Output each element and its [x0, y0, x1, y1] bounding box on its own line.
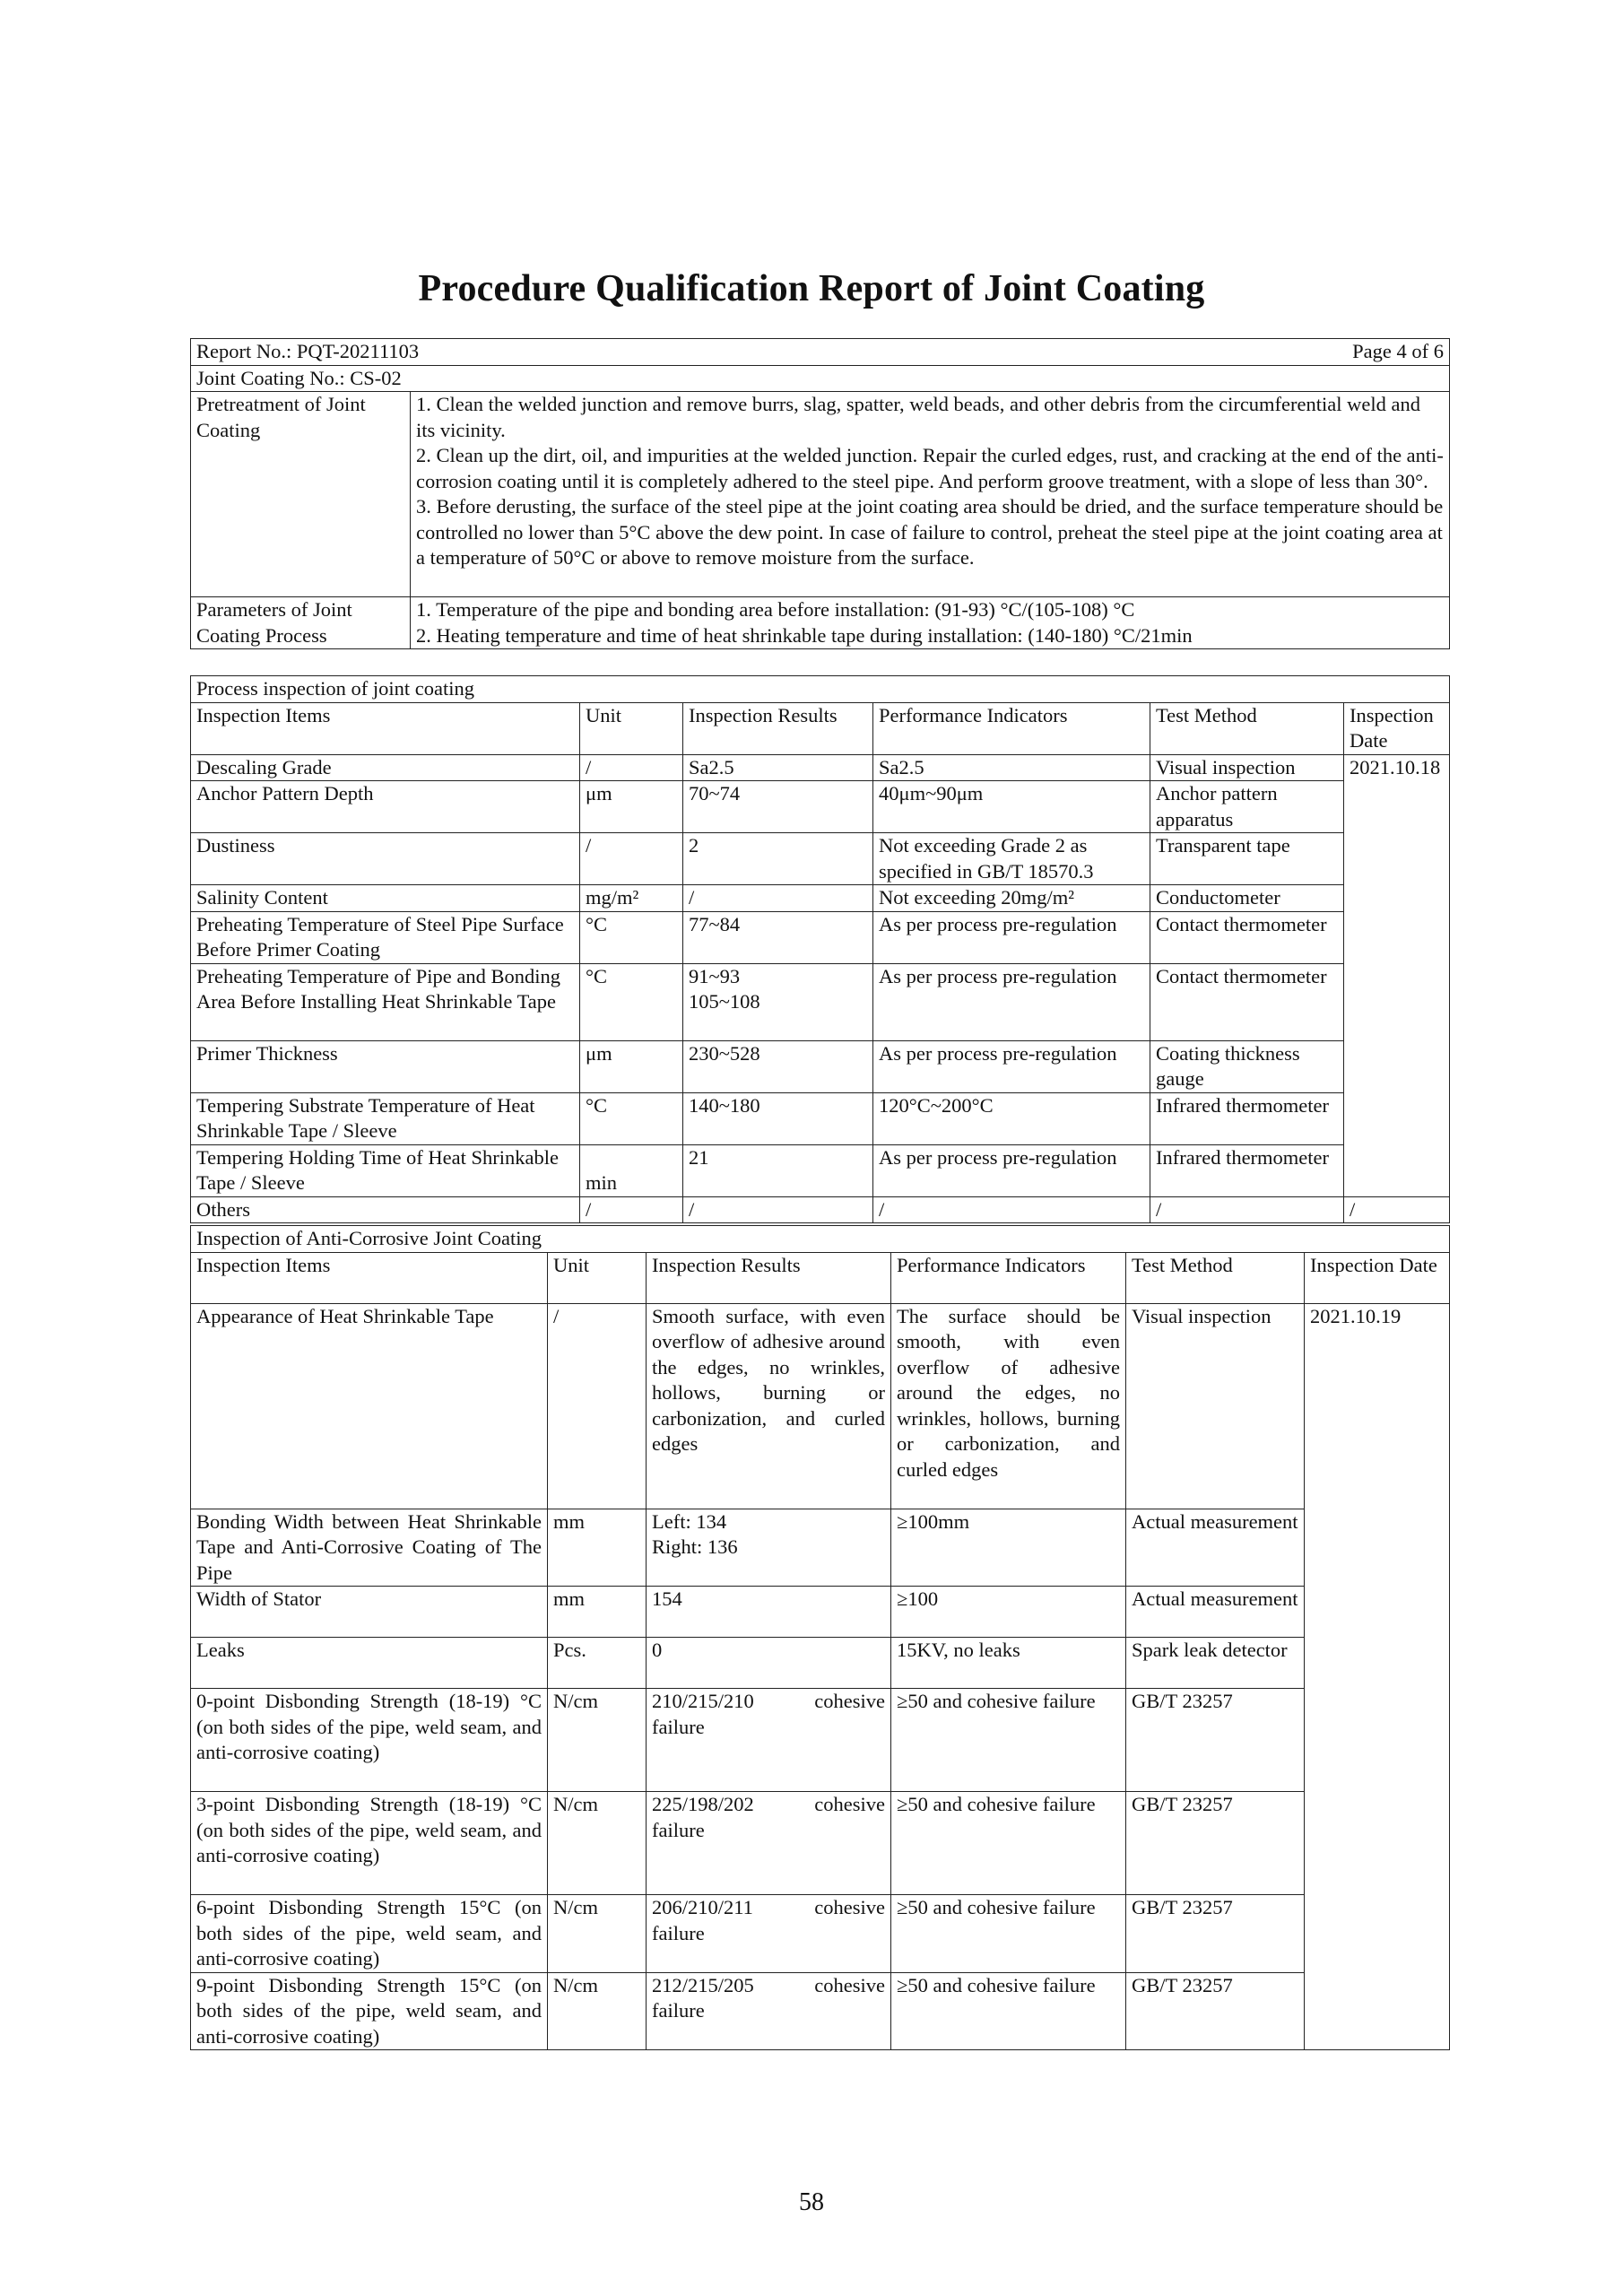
- cell-unit: Pcs.: [548, 1638, 647, 1689]
- cell-method: /: [1150, 1196, 1344, 1223]
- cell-indicator: ≥50 and cohesive failure: [891, 1689, 1126, 1792]
- cell-method: Coating thickness gauge: [1150, 1040, 1344, 1092]
- page-title: Procedure Qualification Report of Joint Coating: [418, 268, 1205, 309]
- cell-indicator: ≥100mm: [891, 1509, 1126, 1587]
- cell-unit: °C: [580, 1092, 683, 1144]
- cell-item: Anchor Pattern Depth: [191, 781, 580, 833]
- cell-method: Transparent tape: [1150, 833, 1344, 885]
- cell-indicator: As per process pre-regulation: [873, 963, 1150, 1040]
- parameters-row: [191, 597, 1450, 649]
- table-row: [191, 1689, 1450, 1792]
- cell-result: 212/215/205 cohesive failure: [647, 1972, 891, 2050]
- cell-method: Conductometer: [1150, 885, 1344, 912]
- page-number: 58: [799, 2188, 824, 2216]
- table-row: [191, 885, 1450, 912]
- table-row: [191, 1509, 1450, 1587]
- cell-result: Sa2.5: [683, 754, 873, 781]
- pretreatment-step: 2. Clean up the dirt, oil, and impurities at the welded junction. Repair the curled edges, rust, and cracking at the end of the anti-corrosion coating until it is completely adhered to the steel pipe. And perform groove treatment, with a slope of less than 30°.: [416, 444, 1444, 492]
- cell-result-line: 91~93: [689, 964, 741, 987]
- cell-indicator: ≥50 and cohesive failure: [891, 1895, 1126, 1973]
- cell-unit: μm: [580, 781, 683, 833]
- cell-item: Preheating Temperature of Steel Pipe Surface Before Primer Coating: [191, 911, 580, 963]
- cell-indicator: 120°C~200°C: [873, 1092, 1150, 1144]
- cell-method: Contact thermometer: [1150, 963, 1344, 1040]
- table-row: [191, 833, 1450, 885]
- cell-indicator: 15KV, no leaks: [891, 1638, 1126, 1689]
- cell-indicator: ≥50 and cohesive failure: [891, 1972, 1126, 2050]
- table-row: [191, 754, 1450, 781]
- cell-indicator: Not exceeding Grade 2 as specified in GB/T 18570.3: [873, 833, 1150, 885]
- header-inspection-items: Inspection Items: [191, 702, 580, 754]
- cell-method: Spark leak detector: [1126, 1638, 1305, 1689]
- header-test-method: Test Method: [1150, 702, 1344, 754]
- cell-indicator: 40μm~90μm: [873, 781, 1150, 833]
- pretreatment-step: 3. Before derusting, the surface of the steel pipe at the joint coating area should be dried, and the surface temperature should be controlled no lower than 5°C above the dew point. In case of failure to control, preheat the steel pipe at the joint coating area at a temperature of 50°C or above to remove moisture from the surface.: [416, 495, 1444, 569]
- cell-result: 154: [647, 1587, 891, 1638]
- cell-item: Preheating Temperature of Pipe and Bonding Area Before Installing Heat Shrinkable Tape: [191, 963, 580, 1040]
- cell-result: 140~180: [683, 1092, 873, 1144]
- cell-result-line: Left: 134: [652, 1509, 727, 1533]
- page-of: Page 4 of 6: [1352, 340, 1444, 362]
- cell-method: GB/T 23257: [1126, 1689, 1305, 1792]
- cell-unit: N/cm: [548, 1689, 647, 1792]
- cell-method: Visual inspection: [1126, 1303, 1305, 1509]
- table-row: [191, 1972, 1450, 2050]
- cell-indicator: As per process pre-regulation: [873, 1144, 1150, 1196]
- report-no-cell: [191, 339, 1450, 366]
- table-row: [191, 1792, 1450, 1895]
- parameters-lines: [411, 597, 1450, 649]
- cell-indicator: ≥100: [891, 1587, 1126, 1638]
- cell-item: Descaling Grade: [191, 754, 580, 781]
- anti-section-row: [191, 1226, 1450, 1253]
- cell-unit: °C: [580, 963, 683, 1040]
- cell-item: 3-point Disbonding Strength (18-19) °C (on both sides of the pipe, weld seam, and anti-corrosive coating): [191, 1792, 548, 1895]
- cell-method: Infrared thermometer: [1150, 1092, 1344, 1144]
- cell-item: Dustiness: [191, 833, 580, 885]
- cell-item: Appearance of Heat Shrinkable Tape: [191, 1303, 548, 1509]
- header-inspection-results: Inspection Results: [683, 702, 873, 754]
- table-row: [191, 781, 1450, 833]
- cell-unit: N/cm: [548, 1792, 647, 1895]
- table-row: [191, 911, 1450, 963]
- cell-result: 77~84: [683, 911, 873, 963]
- others-row: [191, 1196, 1450, 1223]
- cell-method: Visual inspection: [1150, 754, 1344, 781]
- cell-unit: mg/m²: [580, 885, 683, 912]
- cell-indicator: Sa2.5: [873, 754, 1150, 781]
- pretreatment-step: 1. Clean the welded junction and remove burrs, slag, spatter, weld beads, and other debris from the circumferential weld and its vicinity.: [416, 393, 1420, 441]
- cell-item: Tempering Holding Time of Heat Shrinkable Tape / Sleeve: [191, 1144, 580, 1196]
- cell-item: Salinity Content: [191, 885, 580, 912]
- pretreatment-steps: [411, 392, 1450, 597]
- process-section-title: Process inspection of joint coating: [191, 676, 1450, 703]
- cell-item: Width of Stator: [191, 1587, 548, 1638]
- report-no-row: [191, 339, 1450, 366]
- cell-unit: N/cm: [548, 1972, 647, 2050]
- cell-item: 0-point Disbonding Strength (18-19) °C (on both sides of the pipe, weld seam, and anti-corrosive coating): [191, 1689, 548, 1792]
- table-row: [191, 1895, 1450, 1973]
- anti-header-row: [191, 1252, 1450, 1303]
- cell-item: 6-point Disbonding Strength 15°C (on both sides of the pipe, weld seam, and anti-corrosive coating): [191, 1895, 548, 1973]
- report-no: Report No.: PQT-20211103: [196, 340, 420, 362]
- cell-item: Leaks: [191, 1638, 548, 1689]
- header-inspection-date: Inspection Date: [1344, 702, 1450, 754]
- cell-unit: /: [580, 754, 683, 781]
- cell-result: 225/198/202 cohesive failure: [647, 1792, 891, 1895]
- parameter-line: 1. Temperature of the pipe and bonding area before installation: (91-93) °C/(105-108) °C: [416, 598, 1135, 621]
- cell-method: Actual measurement: [1126, 1509, 1305, 1587]
- report-header-table: [190, 338, 1450, 649]
- table-row: [191, 1092, 1450, 1144]
- cell-indicator: As per process pre-regulation: [873, 1040, 1150, 1092]
- cell-unit: °C: [580, 911, 683, 963]
- header-unit: Unit: [548, 1252, 647, 1303]
- cell-unit: /: [580, 833, 683, 885]
- cell-indicator: Not exceeding 20mg/m²: [873, 885, 1150, 912]
- cell-unit: μm: [580, 1040, 683, 1092]
- cell-method: Infrared thermometer: [1150, 1144, 1344, 1196]
- cell-result-line: Right: 136: [652, 1535, 738, 1558]
- anti-section-title: Inspection of Anti-Corrosive Joint Coating: [191, 1226, 1450, 1253]
- pretreatment-row: [191, 392, 1450, 597]
- cell-date: /: [1344, 1196, 1450, 1223]
- header-unit: Unit: [580, 702, 683, 754]
- anti-corrosive-inspection-table: [190, 1225, 1450, 2050]
- cell-result: [647, 1509, 891, 1587]
- table-row: [191, 1144, 1450, 1196]
- cell-unit: N/cm: [548, 1895, 647, 1973]
- table-row: [191, 1303, 1450, 1509]
- parameter-line: 2. Heating temperature and time of heat shrinkable tape during installation: (140-180) °C/21min: [416, 623, 1193, 647]
- table-row: [191, 1587, 1450, 1638]
- cell-item: Tempering Substrate Temperature of Heat Shrinkable Tape / Sleeve: [191, 1092, 580, 1144]
- cell-method: Anchor pattern apparatus: [1150, 781, 1344, 833]
- header-inspection-results: Inspection Results: [647, 1252, 891, 1303]
- table-row: [191, 1638, 1450, 1689]
- cell-result: [683, 963, 873, 1040]
- header-performance-indicators: Performance Indicators: [873, 702, 1150, 754]
- cell-unit: min: [580, 1144, 683, 1196]
- cell-method: GB/T 23257: [1126, 1895, 1305, 1973]
- cell-result: 206/210/211 cohesive failure: [647, 1895, 891, 1973]
- process-section-row: [191, 676, 1450, 703]
- header-performance-indicators: Performance Indicators: [891, 1252, 1126, 1303]
- cell-unit: mm: [548, 1587, 647, 1638]
- cell-indicator: ≥50 and cohesive failure: [891, 1792, 1126, 1895]
- joint-coating-no: Joint Coating No.: CS-02: [191, 365, 1450, 392]
- table-row: [191, 963, 1450, 1040]
- cell-result: 210/215/210 cohesive failure: [647, 1689, 891, 1792]
- cell-result: /: [683, 1196, 873, 1223]
- cell-method: GB/T 23257: [1126, 1972, 1305, 2050]
- process-inspection-date: 2021.10.18: [1344, 754, 1450, 1196]
- process-inspection-table: [190, 675, 1450, 1223]
- cell-item: Primer Thickness: [191, 1040, 580, 1092]
- parameters-label: Parameters of Joint Coating Process: [191, 597, 411, 649]
- cell-result: 0: [647, 1638, 891, 1689]
- cell-item: Others: [191, 1196, 580, 1223]
- cell-result: 230~528: [683, 1040, 873, 1092]
- cell-item: 9-point Disbonding Strength 15°C (on both sides of the pipe, weld seam, and anti-corrosive coating): [191, 1972, 548, 2050]
- cell-method: Actual measurement: [1126, 1587, 1305, 1638]
- cell-item: Bonding Width between Heat Shrinkable Tape and Anti-Corrosive Coating of The Pipe: [191, 1509, 548, 1587]
- pretreatment-label: Pretreatment of Joint Coating: [191, 392, 411, 597]
- header-inspection-date: Inspection Date: [1305, 1252, 1450, 1303]
- joint-coating-no-row: [191, 365, 1450, 392]
- cell-result: 2: [683, 833, 873, 885]
- anti-inspection-date: 2021.10.19: [1305, 1303, 1450, 2050]
- cell-result: 70~74: [683, 781, 873, 833]
- cell-result-line: 105~108: [689, 990, 760, 1013]
- header-inspection-items: Inspection Items: [191, 1252, 548, 1303]
- cell-unit: /: [548, 1303, 647, 1509]
- cell-result: Smooth surface, with even overflow of adhesive around the edges, no wrinkles, hollows, burning or carbonization, and curled edges: [647, 1303, 891, 1509]
- cell-method: Contact thermometer: [1150, 911, 1344, 963]
- cell-indicator: The surface should be smooth, with even overflow of adhesive around the edges, no wrinkles, hollows, burning or carbonization, and curled edges: [891, 1303, 1126, 1509]
- cell-indicator: As per process pre-regulation: [873, 911, 1150, 963]
- cell-result: 21: [683, 1144, 873, 1196]
- header-test-method: Test Method: [1126, 1252, 1305, 1303]
- cell-indicator: /: [873, 1196, 1150, 1223]
- table-row: [191, 1040, 1450, 1092]
- cell-method: GB/T 23257: [1126, 1792, 1305, 1895]
- cell-unit: mm: [548, 1509, 647, 1587]
- cell-unit: /: [580, 1196, 683, 1223]
- process-header-row: [191, 702, 1450, 754]
- cell-result: /: [683, 885, 873, 912]
